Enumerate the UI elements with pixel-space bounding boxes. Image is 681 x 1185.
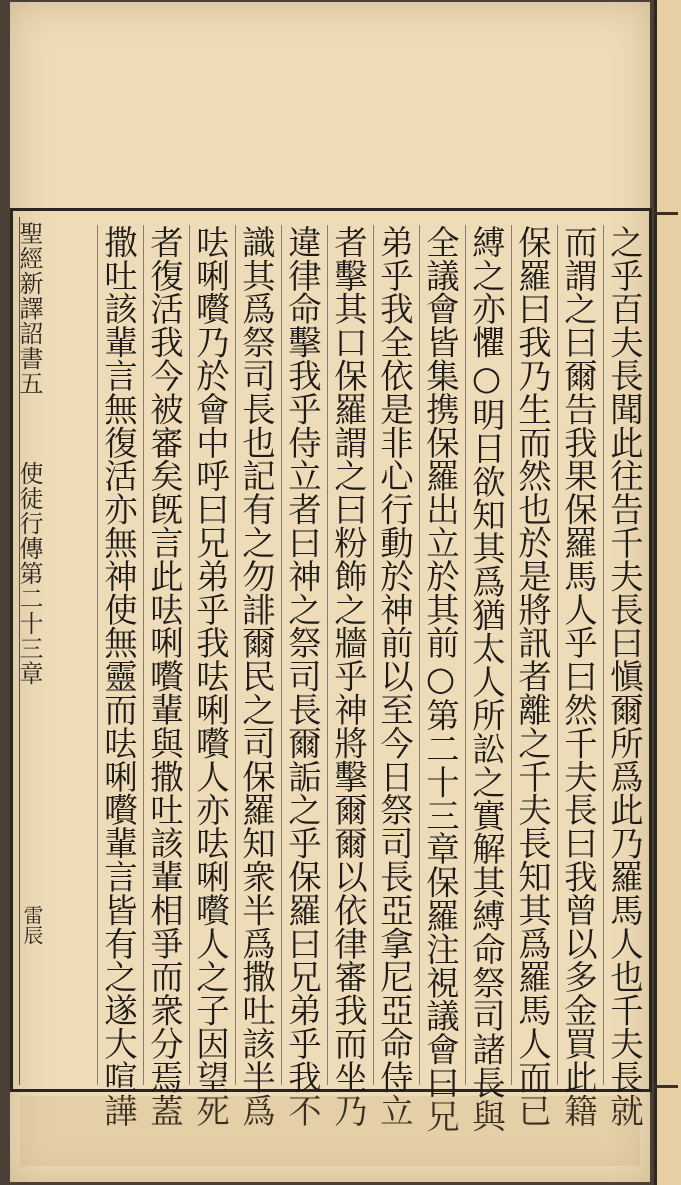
text-column-9: 識其爲祭司長也記有之勿誹爾民之司保羅知衆半爲撒吐該半爲 — [237, 225, 276, 1127]
paper-stain — [20, 1096, 640, 1166]
page-number: 雷辰 — [20, 905, 44, 945]
text-column-8: 違律命擊我乎侍立者曰神之祭司長爾詬之乎保羅曰兄弟乎我不 — [283, 225, 322, 1127]
text-column-1: 之乎百夫長聞此往告千夫長曰愼爾所爲此乃羅馬人也千夫長就 — [605, 225, 644, 1127]
next-page-frame — [654, 212, 678, 1088]
text-frame — [10, 208, 652, 1133]
text-column-10: 呿唎嚽乃於會中呼曰兄弟乎我呿唎嚽人亦呿唎嚽人之子因望死 — [191, 225, 230, 1127]
text-column-12: 撒吐該輩言無復活亦無神使無靈而呿唎嚽輩言皆有之遂大喧譁 — [99, 225, 138, 1127]
text-column-7: 者擊其口保羅謂之曰粉飾之牆乎神將擊爾爾以依律審我而坐乃 — [329, 225, 368, 1127]
text-column-4: 縛之亦懼○明日欲知其爲猶太人所訟之實解其縛命祭司諸長與 — [467, 225, 506, 1133]
text-column-6: 弟乎我全依是非心行動於神前以至今日祭司長亞拿尼亞命侍立 — [375, 225, 414, 1127]
marginal-header: 聖經新譯詔書五 — [15, 221, 43, 396]
marginal-subtitle: 使徒行傳第二十三章 — [15, 461, 43, 686]
text-column-3: 保羅曰我乃生而然也於是將訊者離之千夫長知其爲羅馬人而已 — [513, 225, 552, 1127]
text-column-11: 者復活我今被審矣旣言此呿唎嚽輩與撒吐該輩相爭而衆分焉蓋 — [145, 225, 184, 1127]
text-column-2: 而謂之曰爾告我果保羅馬人乎曰然千夫長曰我曾以多金買此籍 — [559, 225, 598, 1127]
text-column-5: 全議會皆集携保羅出立於其前○第二十三章保羅注視議會曰兄 — [421, 225, 460, 1133]
